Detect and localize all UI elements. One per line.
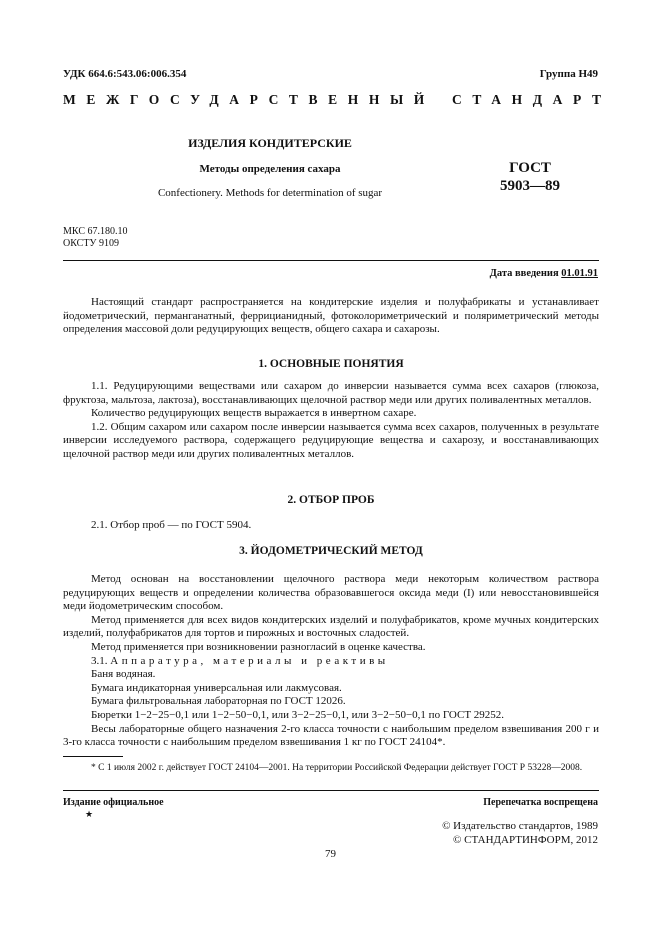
gost-label: ГОСТ bbox=[509, 160, 551, 176]
header-divider bbox=[63, 260, 599, 261]
paragraph-1-1-note: Количество редуцирующих веществ выражается в инвертном сахаре. bbox=[91, 407, 417, 420]
effective-date-value: 01.01.91 bbox=[561, 268, 598, 279]
banner-standard: СТАНДАРТ bbox=[452, 92, 612, 107]
section-1-heading: 1. ОСНОВНЫЕ ПОНЯТИЯ bbox=[258, 358, 404, 370]
item-filter-paper: Бумага фильтровальная лабораторная по ГОСТ 12026. bbox=[91, 695, 346, 708]
english-title: Confectionery. Methods for determination of sugar bbox=[157, 187, 383, 199]
mks-code: МКС 67.180.10 bbox=[63, 226, 128, 237]
paragraph-3-1-title: Аппаратура, материалы и реактивы bbox=[110, 654, 389, 667]
document-subtitle: Методы определения сахара bbox=[199, 163, 341, 175]
section-3-body bbox=[63, 573, 599, 750]
item-scales: Весы лабораторные общего назначения 2-го класса точности с наибольшим пределом взвешивания 200 г и 3-го класса точности с наибольшим пределом взвешивания 1 кг по ГОСТ 24104*. bbox=[63, 722, 599, 749]
footnote-divider bbox=[63, 756, 123, 757]
paragraph-3-scope: Метод применяется для всех видов кондитерских изделий и полуфабрикатов, кроме мучных кондитерских изделий, полуфабрикатов для тортов и пирожных и восточных сладостей. bbox=[63, 613, 599, 640]
section-1-body bbox=[63, 380, 599, 462]
paragraph-2-1: 2.1. Отбор проб — по ГОСТ 5904. bbox=[91, 519, 252, 531]
gost-number: 5903—89 bbox=[500, 178, 560, 194]
official-edition: Издание официальное bbox=[63, 797, 164, 808]
star-icon: ★ bbox=[85, 809, 94, 819]
footer-divider bbox=[63, 790, 599, 791]
footnote: * С 1 июля 2002 г. действует ГОСТ 24104—2001. На территории Российской Федерации действует ГОСТ Р 53228—2008. bbox=[91, 763, 583, 773]
intro-text: Настоящий стандарт распространяется на кондитерские изделия и полуфабрикаты и устанавливает йодометрический, перманганатный, феррицианидный, фотоколориметрический и поляриметрический методы определения массовой доли редуцирующих веществ, общего сахара и сахарозы. bbox=[63, 296, 599, 336]
reprint-notice: Перепечатка воспрещена bbox=[483, 797, 598, 808]
section-2-body bbox=[63, 519, 599, 533]
banner-interstate: МЕЖГОСУДАРСТВЕННЫЙ bbox=[63, 92, 435, 107]
paragraph-3-intro: Метод основан на восстановлении щелочного раствора меди некоторым количеством раствора редуцирующих веществ и определении количества образовавшегося оксида меди (I) или невосстановившейся меди йодометрическим способом. bbox=[63, 573, 599, 613]
section-3-heading: 3. ЙОДОМЕТРИЧЕСКИЙ МЕТОД bbox=[239, 545, 423, 557]
intro-paragraph bbox=[63, 296, 599, 337]
paragraph-3-1 bbox=[63, 655, 599, 669]
paragraph-3-1-number: 3.1. bbox=[91, 654, 108, 667]
effective-date-label: Дата введения bbox=[489, 268, 559, 279]
paragraph-1-2: 1.2. Общим сахаром или сахаром после инверсии называется сумма всех сахаров, полученных в результате инверсии исследуемого раствора, содержащего редуцирующие вещества и сахарозу, и восстанавливающих щелочной раствор меди или других поливалентных металлов. bbox=[63, 420, 599, 460]
item-indicator-paper: Бумага индикаторная универсальная или лакмусовая. bbox=[91, 681, 342, 694]
document-title: ИЗДЕЛИЯ КОНДИТЕРСКИЕ bbox=[188, 136, 352, 150]
paragraph-3-dispute: Метод применяется при возникновении разногласий в оценке качества. bbox=[91, 640, 426, 653]
group-code: Группа Н49 bbox=[539, 68, 598, 80]
item-water-bath: Баня водяная. bbox=[91, 668, 156, 681]
page-number: 79 bbox=[325, 848, 336, 860]
classification-codes bbox=[63, 226, 127, 250]
udk-code: УДК 664.6:543.06:006.354 bbox=[63, 68, 187, 80]
section-2-heading: 2. ОТБОР ПРОБ bbox=[287, 494, 375, 506]
copyright-standartinform: © СТАНДАРТИНФОРМ, 2012 bbox=[453, 834, 598, 846]
item-burettes: Бюретки 1−2−25−0,1 или 1−2−50−0,1, или 3−2−25−0,1, или 3−2−50−0,1 по ГОСТ 29252. bbox=[91, 708, 505, 721]
paragraph-1-1: 1.1. Редуцирующими веществами или сахаром до инверсии называется сумма всех сахаров (глюкоза, фруктоза, мальтоза, лактоза), восстанавливающих щелочной раствор меди или других поливалентных металлов. bbox=[63, 380, 599, 406]
okstu-code: ОКСТУ 9109 bbox=[63, 238, 120, 249]
copyright-publisher: © Издательство стандартов, 1989 bbox=[442, 820, 598, 832]
effective-date bbox=[490, 268, 598, 279]
